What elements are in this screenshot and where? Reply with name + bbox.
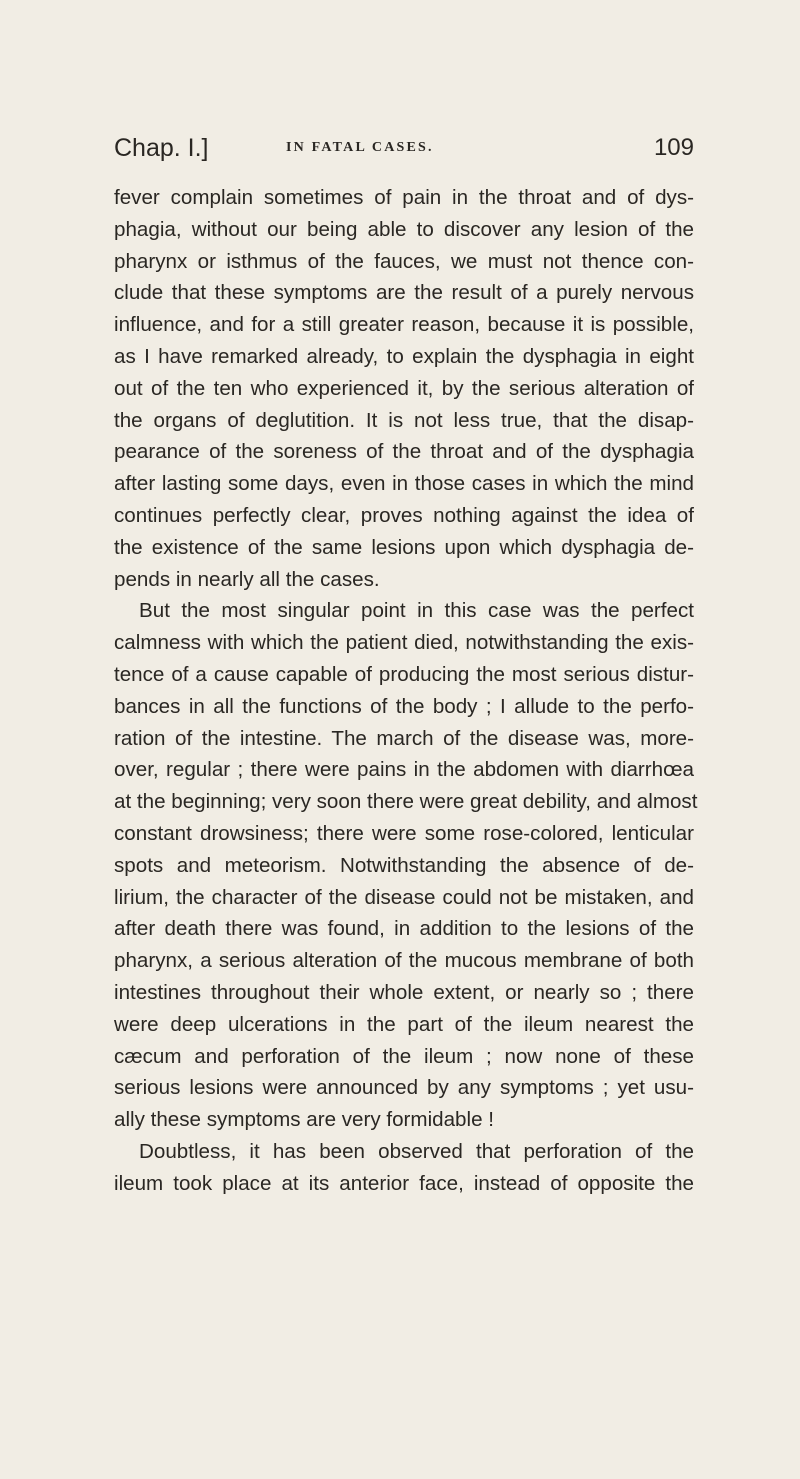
text-line: pearance of the soreness of the throat and of the dysphagia [114, 440, 694, 464]
chapter-label: Chap. I.] [114, 134, 209, 162]
text-line: at the beginning; very soon there were great debility, and almost [114, 790, 698, 814]
text-line: intestines throughout their whole extent, or nearly so ; there [114, 980, 694, 1004]
text-line: after lasting some days, even in those cases in which the mind [114, 472, 694, 496]
text-line: phagia, without our being able to discover any lesion of the [114, 217, 694, 241]
text-line: pharynx or isthmus of the fauces, we must not thence con- [114, 249, 694, 273]
text-line: cæcum and perforation of the ileum ; now none of these [114, 1044, 694, 1068]
text-line: out of the ten who experienced it, by the serious alteration of [114, 376, 694, 400]
text-line: after death there was found, in addition to the lesions of the [114, 917, 694, 941]
text-line: spots and meteorism. Notwithstanding the absence of de- [114, 853, 694, 877]
text-line: ally these symptoms are very formidable ! [114, 1108, 494, 1132]
text-line: lirium, the character of the disease could not be mistaken, and [114, 885, 694, 909]
text-line: were deep ulcerations in the part of the ileum nearest the [114, 1012, 694, 1036]
text-line: ileum took place at its anterior face, instead of opposite the [114, 1171, 694, 1195]
text-line: fever complain sometimes of pain in the throat and of dys- [114, 186, 694, 209]
running-title: IN FATAL CASES. [286, 140, 434, 155]
text-line: calmness with which the patient died, notwithstanding the exis- [114, 631, 694, 655]
text-line: continues perfectly clear, proves nothing against the idea of [114, 503, 694, 527]
text-line: pharynx, a serious alteration of the mucous membrane of both [114, 949, 694, 973]
text-line: ration of the intestine. The march of the disease was, more- [114, 726, 694, 750]
text-line: constant drowsiness; there were some rose-colored, lenticular [114, 821, 694, 845]
text-line: influence, and for a still greater reason, because it is possible, [114, 313, 694, 337]
text-line: serious lesions were announced by any symptoms ; yet usu- [114, 1076, 694, 1100]
text-line: pends in nearly all the cases. [114, 567, 380, 591]
text-line: Doubtless, it has been observed that perforation of the [139, 1139, 694, 1163]
text-line: over, regular ; there were pains in the abdomen with diarrhœa [114, 758, 694, 782]
text-line: clude that these symptoms are the result of a purely nervous [114, 281, 694, 305]
page-number: 109 [653, 134, 694, 161]
text-line: the organs of deglutition. It is not less true, that the disap- [114, 408, 694, 432]
body-text [114, 182, 698, 1200]
text-line: as I have remarked already, to explain the dysphagia in eight [114, 344, 694, 368]
text-line: tence of a cause capable of producing the most serious distur- [114, 662, 694, 686]
text-line: bances in all the functions of the body ; I allude to the perfo- [114, 694, 694, 718]
text-line: the existence of the same lesions upon which dysphagia de- [114, 535, 694, 559]
page-header [114, 134, 694, 168]
text-line: But the most singular point in this case was the perfect [139, 599, 694, 623]
